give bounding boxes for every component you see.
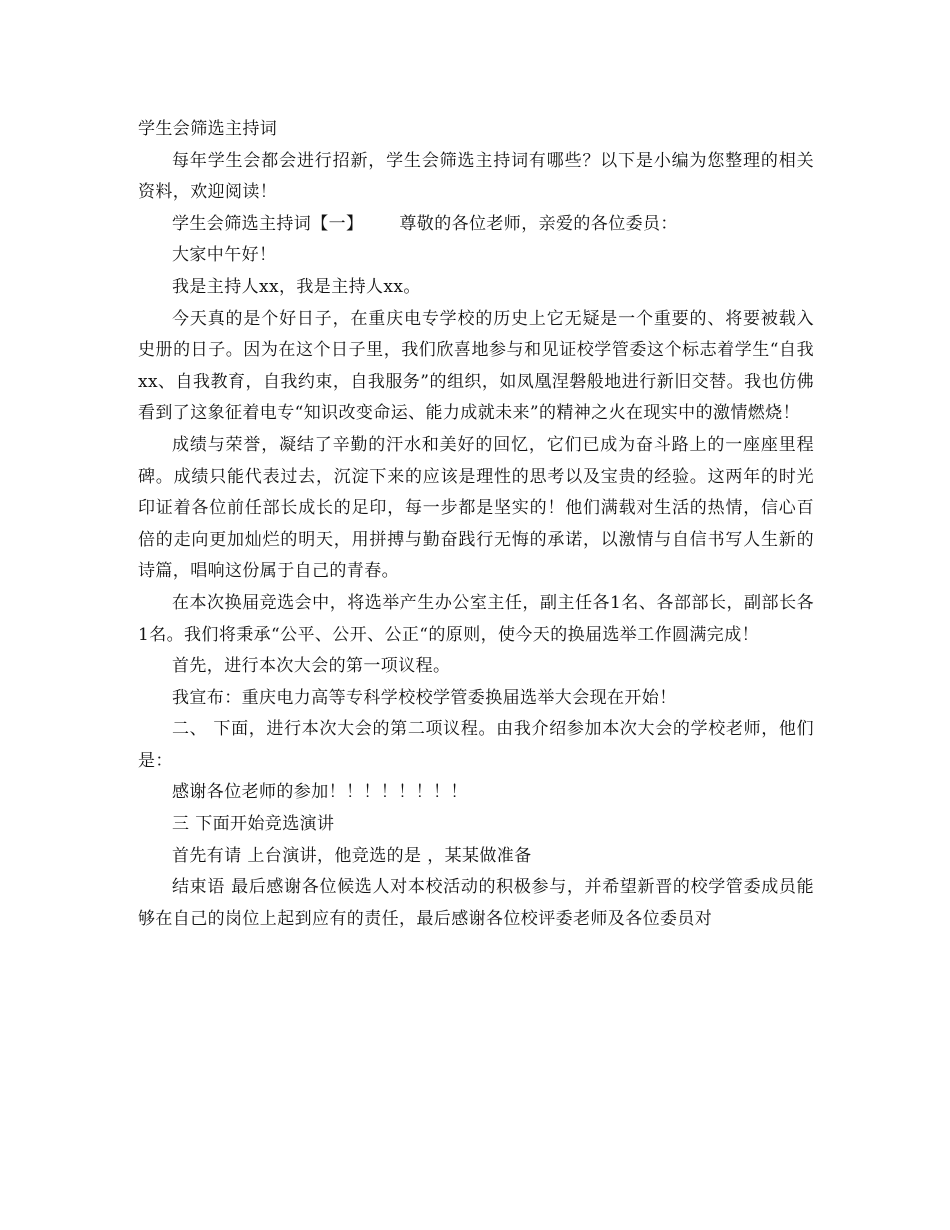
paragraph-speech-invite: 首先有请 上台演讲，他竞选的是 ，某某做准备 [172, 845, 532, 866]
paragraph-election-scope: 在本次换届竞选会中，将选举产生办公室主任，副主任各1名、各部部长，副部长各1名。我们将秉承“公平、公开、公正“的原则，使今天的换届选举工作圆满完成！ [138, 592, 814, 645]
paragraph-greeting: 大家中午好！ [172, 245, 277, 266]
paragraph-agenda-one: 首先，进行本次大会的第一项议程。 [172, 656, 451, 677]
salutation: 尊敬的各位老师，亲爱的各位委员： [399, 213, 678, 234]
paragraph-host-intro: 我是主持人xx，我是主持人xx。 [172, 276, 421, 297]
document-body [138, 114, 814, 935]
paragraph-agenda-three: 三 下面开始竞选演讲 [172, 814, 335, 835]
paragraph-thanks-teachers: 感谢各位老师的参加！！！！！！！！ [172, 782, 468, 803]
intro-paragraph: 每年学生会都会进行招新，学生会筛选主持词有哪些？以下是小编为您整理的相关资料，欢迎阅读！ [138, 150, 814, 203]
section-heading-line [138, 209, 814, 241]
paragraph-closing: 结束语 最后感谢各位候选人对本校活动的积极参与，并希望新晋的校学管委成员能够在自己的岗位上起到应有的责任，最后感谢各位校评委老师及各位委员对 [138, 877, 814, 929]
document-title: 学生会筛选主持词 [138, 119, 278, 139]
section-heading: 学生会筛选主持词【一】 [172, 213, 364, 234]
paragraph-announcement: 我宣布：重庆电力高等专科学校校学管委换届选举大会现在开始！ [172, 687, 677, 708]
paragraph-good-day: 今天真的是个好日子，在重庆电专学校的历史上它无疑是一个重要的、将要被载入史册的日子。因为在这个日子里，我们欣喜地参与和见证校学管委这个标志着学生“自我xx、自我教育，自我约束，自我服务”的组织，如凤凰涅磐般地进行新旧交替。我也仿佛看到了这象征着电专“知识改变命运、能力成就未来”的精神之火在现实中的激情燃烧！ [138, 308, 814, 424]
paragraph-achievements: 成绩与荣誉，凝结了辛勤的汗水和美好的回忆，它们已成为奋斗路上的一座座里程碑。成绩只能代表过去，沉淀下来的应该是理性的思考以及宝贵的经验。这两年的时光印证着各位前任部长成长的足印，每一步都是坚实的！他们满载对生活的热情，信心百倍的走向更加灿烂的明天，用拼搏与勤奋践行无悔的承诺，以激情与自信书写人生新的诗篇，唱响这份属于自己的青春。 [138, 434, 814, 582]
paragraph-agenda-two: 二、 下面，进行本次大会的第二项议程。由我介绍参加本次大会的学校老师，他们是： [138, 719, 814, 771]
